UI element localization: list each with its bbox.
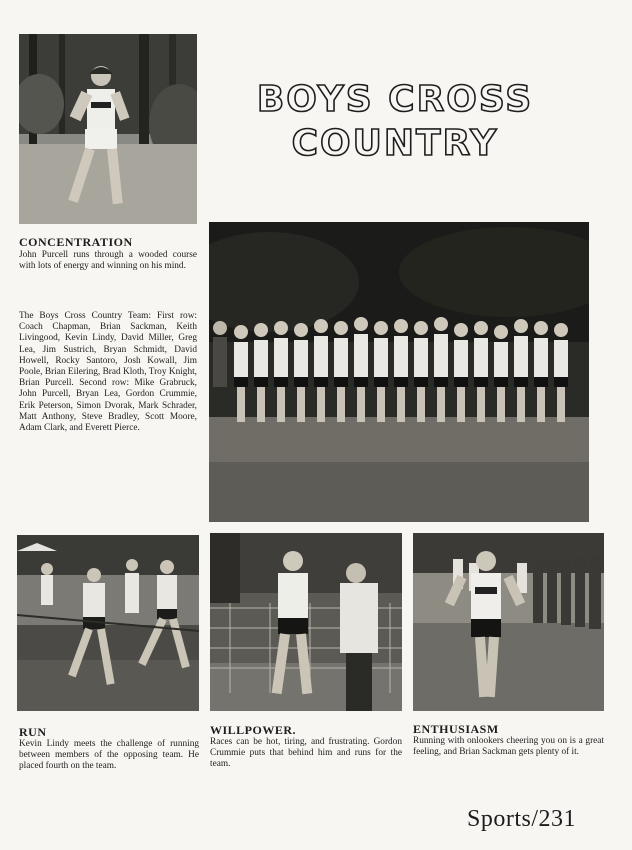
caption-heading-willpower: WILLPOWER. — [210, 723, 297, 737]
page-title — [250, 78, 540, 166]
photo-team — [209, 222, 589, 522]
photo-concentration — [19, 34, 197, 224]
photo-run — [17, 535, 199, 711]
caption-text-team: The Boys Cross Country Team: First row: Coach Chapman, Brian Sackman, Keith Livingood, Kevin Lindy, David Miller, Greg Lea, Jim Sustrich, Bryan Schmidt, David Howell, Rocky Santoro, Josh Kowall, Jim Poole, Brian Eilering, Brad Kloth, Troy Knight, Brian Purcell. Second row: Mike Grabruck, John Purcell, Bryan Lea, Gordon Crummie, Erik Peterson, Simon Dvorak, Mark Schrader, Matt Anthony, Steve Bradley, Scott Moore, Adam Clark, and Everett Pierce. — [19, 311, 197, 434]
caption-heading-concentration: CONCENTRATION — [19, 235, 133, 249]
page-title-line2: COUNTRY — [291, 123, 499, 164]
page-folio: Sports/231 — [467, 806, 577, 832]
photo-willpower — [210, 533, 402, 711]
caption-heading-run: RUN — [19, 725, 47, 739]
caption-heading-enthusiasm: ENTHUSIASM — [413, 722, 499, 736]
caption-text-enthusiasm: Running with onlookers cheering you on is a great feeling, and Brian Sackman gets plenty of it. — [413, 736, 604, 758]
caption-text-run: Kevin Lindy meets the challenge of running between members of the opposing team. He placed fourth on the team. — [19, 739, 199, 772]
page-title-line1: BOYS CROSS — [256, 79, 534, 120]
photo-enthusiasm — [413, 533, 604, 711]
caption-text-willpower: Races can be hot, tiring, and frustrating. Gordon Crummie puts that behind him and runs for the team. — [210, 737, 402, 770]
caption-text-concentration: John Purcell runs through a wooded course with lots of energy and winning on his mind. — [19, 250, 197, 272]
